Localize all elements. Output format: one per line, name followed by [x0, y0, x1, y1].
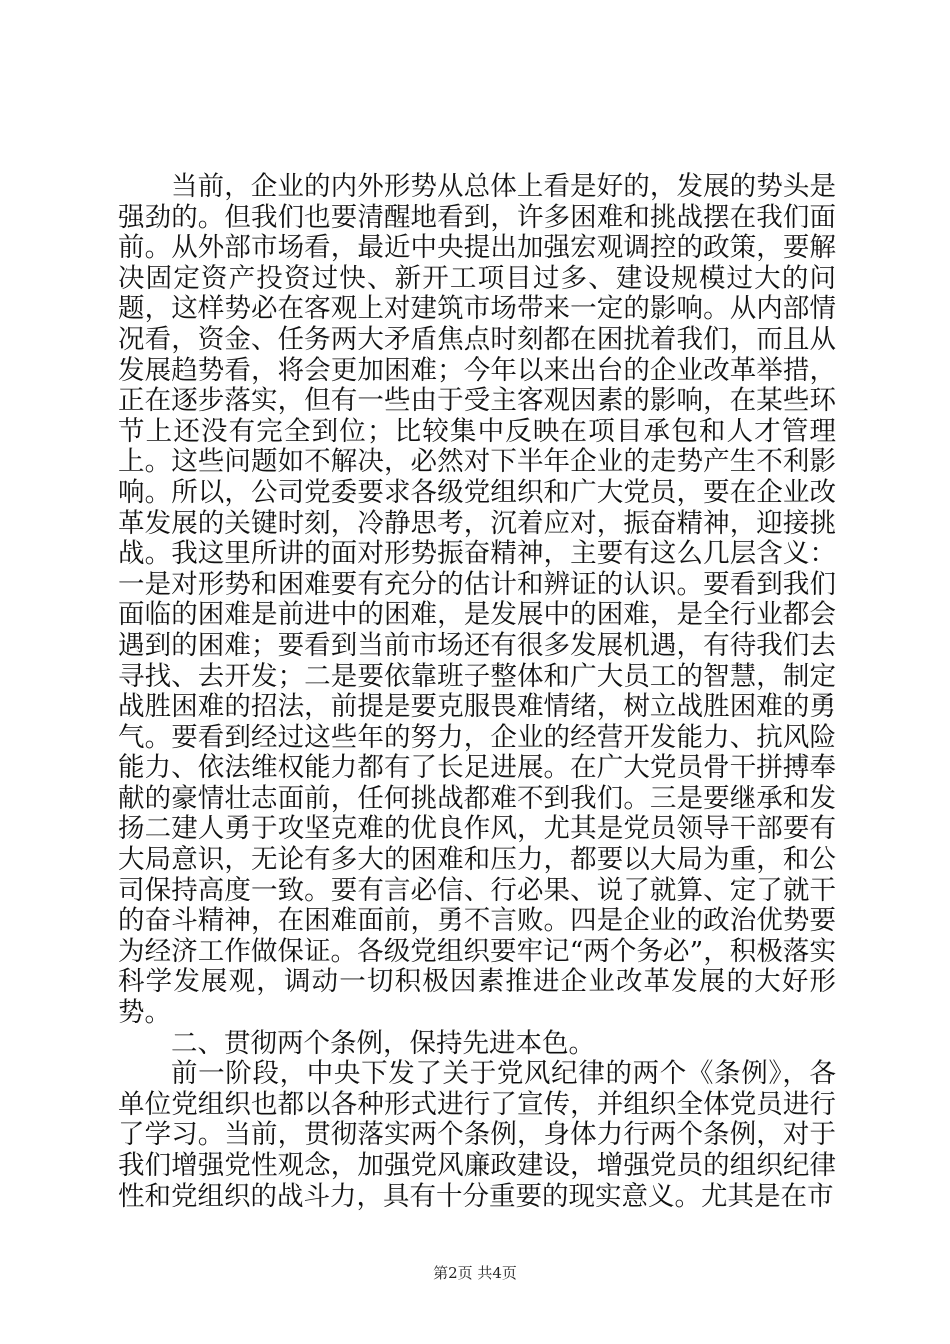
- document-body: [118, 172, 836, 1212]
- paragraph-regulations: 前一阶段，中央下发了关于党风纪律的两个《条例》，各单位党组织也都以各种形式进行了宣传，并组织全体党员进行了学习。当前，贯彻落实两个条例，身体力行两个条例，对于我们增强党性观念，加强党风廉政建设，增强党员的组织纪律性和党组织的战斗力，具有十分重要的现实意义。尤其是在市: [118, 1058, 836, 1212]
- page-footer: [0, 1262, 950, 1283]
- section-heading-regulations: 二、贯彻两个条例，保持先进本色。: [171, 1027, 595, 1059]
- paragraph-situation: 当前，企业的内外形势从总体上看是好的，发展的势头是强劲的。但我们也要清醒地看到，许多困难和挑战摆在我们面前。从外部市场看，最近中央提出加强宏观调控的政策，要解决固定资产投资过快、新开工项目过多、建设规模过大的问题，这样势必在客观上对建筑市场带来一定的影响。从内部情况看，资金、任务两大矛盾焦点时刻都在困扰着我们，而且从发展趋势看，将会更加困难；今年以来出台的企业改革举措，正在逐步落实，但有一些由于受主客观因素的影响，在某些环节上还没有完全到位；比较集中反映在项目承包和人才管理上。这些问题如不解决，必然对下半年企业的走势产生不利影响。所以，公司党委要求各级党组织和广大党员，要在企业改革发展的关键时刻，冷静思考，沉着应对，振奋精神，迎接挑战。我这里所讲的面对形势振奋精神，主要有这么几层含义：一是对形势和困难要有充分的估计和辨证的认识。要看到我们面临的困难是前进中的困难，是发展中的困难，是全行业都会遇到的困难；要看到当前市场还有很多发展机遇，有待我们去寻找、去开发；二是要依靠班子整体和广大员工的智慧，制定战胜困难的招法，前提是要克服畏难情绪，树立战胜困难的勇气。要看到经过这些年的努力，企业的经营开发能力、抗风险能力、依法维权能力都有了长足进展。在广大党员骨干拼搏奉献的豪情壮志面前，任何挑战都难不到我们。三是要继承和发扬二建人勇于攻坚克难的优良作风，尤其是党员领导干部要有大局意识，无论有多大的困难和压力，都要以大局为重，和公司保持高度一致。要有言必信、行必果、说了就算、定了就干的奋斗精神，在困难面前，勇不言败。四是企业的政治优势要为经济工作做保证。各级党组织要牢记“两个务必”，积极落实科学发展观，调动一切积极因素推进企业改革发展的大好形势。: [118, 171, 836, 1029]
- page-number: 第2页 共4页: [433, 1264, 517, 1282]
